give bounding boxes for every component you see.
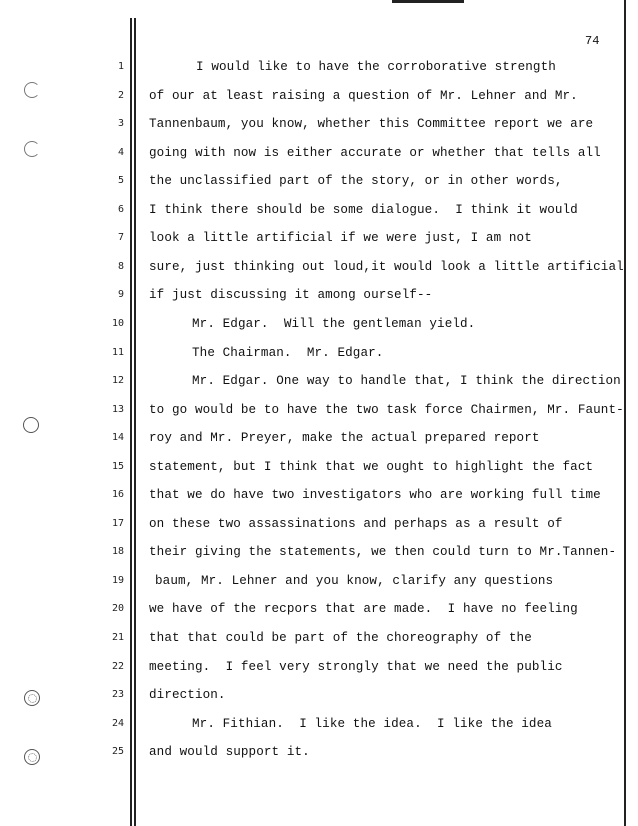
line-number: 18 [111, 546, 124, 558]
line-number: 6 [117, 203, 124, 215]
transcript-line: that we do have two investigators who are working full time [149, 488, 601, 503]
line-number: 21 [111, 632, 124, 643]
left-margin-rule-inner [134, 18, 136, 826]
line-number: 3 [117, 118, 124, 130]
transcript-line: I think there should be some dialogue. I think it would [149, 202, 578, 217]
transcript-line: their giving the statements, we then could turn to Mr.Tannen- [149, 545, 617, 560]
line-number: 5 [117, 175, 124, 187]
line-number: 8 [117, 260, 124, 272]
transcript-line: direction. [149, 688, 226, 703]
line-number: 25 [111, 746, 124, 758]
transcript-line: and would support it. [149, 745, 310, 760]
line-number: 2 [117, 89, 124, 101]
line-number: 15 [111, 460, 124, 472]
transcript-line: of our at least raising a question of Mr. Lehner and Mr. [149, 88, 578, 103]
page-number: 74 [585, 34, 600, 48]
line-number: 14 [111, 432, 124, 444]
right-margin-rule [624, 0, 626, 826]
line-number: 17 [111, 517, 124, 529]
binder-hole-4 [24, 690, 40, 706]
line-number: 9 [117, 289, 124, 301]
line-number: 4 [117, 146, 124, 158]
line-number: 12 [111, 375, 124, 387]
line-number: 16 [111, 489, 124, 501]
transcript-line: Mr. Fithian. I like the idea. I like the idea [192, 716, 552, 731]
transcript-line: to go would be to have the two task force Chairmen, Mr. Faunt- [149, 402, 624, 417]
transcript-line: the unclassified part of the story, or in other words, [149, 174, 563, 189]
transcript-line: Mr. Edgar. Will the gentleman yield. [192, 316, 476, 331]
transcript-line: going with now is either accurate or whether that tells all [149, 145, 601, 160]
binder-hole-5 [24, 749, 40, 765]
line-number: 19 [111, 574, 124, 586]
line-number: 24 [111, 717, 124, 729]
binder-hole-1 [24, 82, 40, 98]
transcript-line: statement, but I think that we ought to highlight the fact [149, 459, 594, 474]
transcript-line: meeting. I feel very strongly that we need the public [149, 659, 563, 674]
transcript-line: Tannenbaum, you know, whether this Committee report we are [149, 117, 594, 132]
line-number: 10 [111, 317, 124, 329]
transcript-line: sure, just thinking out loud,it would look a little artificial [149, 259, 624, 274]
transcript-line: Mr. Edgar. One way to handle that, I think the direction [192, 374, 621, 389]
top-edge-mark [392, 0, 464, 3]
line-number: 13 [111, 403, 124, 415]
left-margin-rule-outer [130, 18, 132, 826]
transcript-line: look a little artificial if we were just, I am not [149, 231, 532, 246]
line-number: 20 [111, 603, 124, 615]
transcript-line: we have of the recpors that are made. I have no feeling [149, 602, 578, 617]
binder-hole-3 [23, 417, 39, 433]
line-number: 22 [111, 660, 124, 672]
transcript-line: on these two assassinations and perhaps as a result of [149, 516, 563, 531]
transcript-line: I would like to have the corroborative strength [196, 60, 556, 74]
line-number: 1 [117, 61, 124, 72]
transcript-line: if just discussing it among ourself-- [149, 288, 433, 303]
transcript-line: The Chairman. Mr. Edgar. [192, 345, 384, 360]
line-number: 7 [117, 232, 124, 244]
line-number: 11 [111, 346, 124, 358]
transcript-line: baum, Mr. Lehner and you know, clarify any questions [155, 573, 554, 588]
transcript-line: that that could be part of the choreography of the [149, 631, 532, 645]
line-number: 23 [111, 689, 124, 701]
binder-hole-2 [24, 141, 40, 157]
transcript-line: roy and Mr. Preyer, make the actual prepared report [149, 431, 540, 446]
